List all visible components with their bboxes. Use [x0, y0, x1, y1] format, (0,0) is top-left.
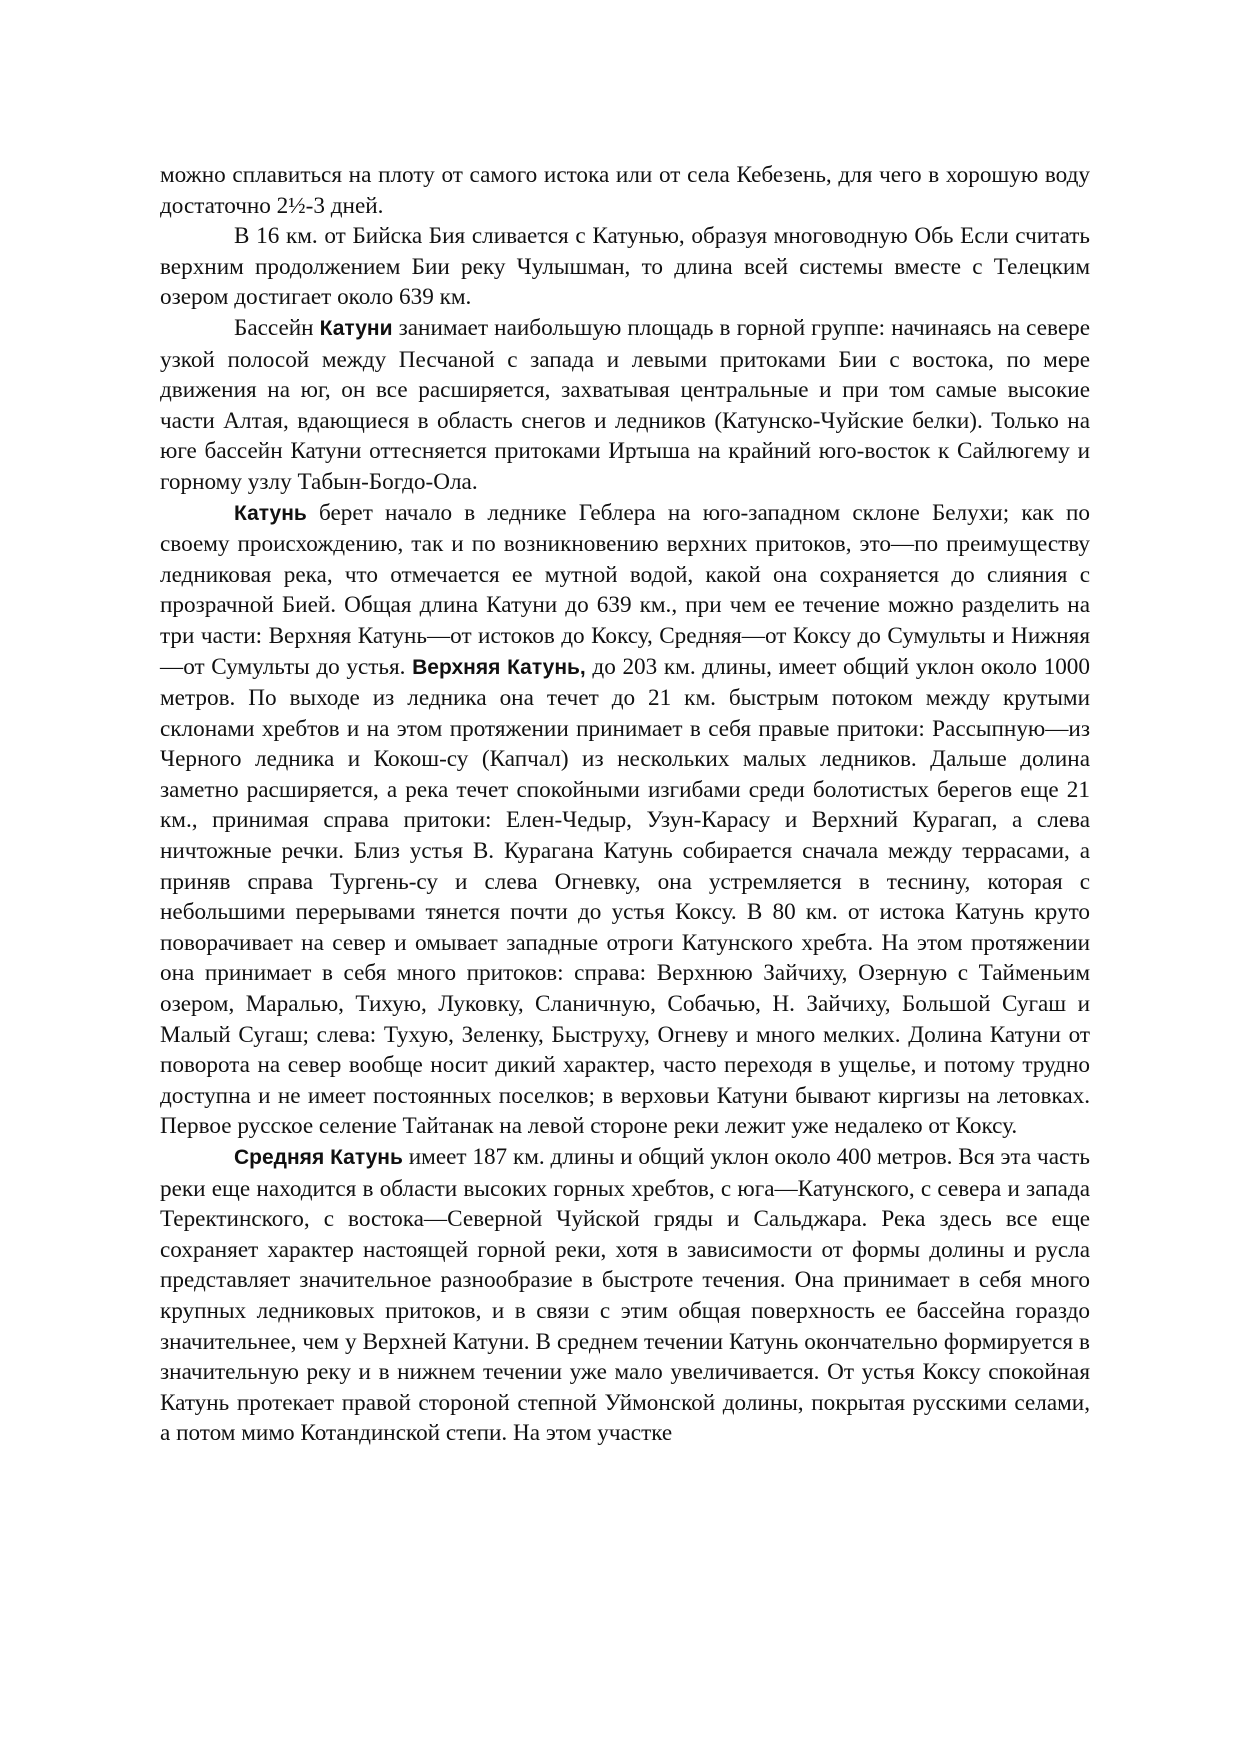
text-run: имеет 187 км. длины и общий уклон около 400 метров. Вся эта часть реки еще находится в области высоких горных хребтов, с юга—Катунского, с севера и запада Теректинского, с востока—Северной Чуйской гряды и Сальджара. Река здесь все еще сохраняет характер настоящей горной реки, хотя в зависимости от формы долины и русла представляет значительное разнообразие в быстроте течения. Она принимает в себя много крупных ледниковых притоков, и в связи с этим общая поверхность ее бассейна гораздо значительнее, чем у Верхней Катуни. В среднем течении Катунь окончательно формируется в значительную реку и в нижнем течении уже мало увеличивается. От устья Коксу спокойная Катунь протекает правой стороной степной Уймонской долины, покрытая русскими селами, а потом мимо Котандинской степи. На этом участке: [160, 1144, 1090, 1447]
paragraph-middle-katun: [160, 1142, 1090, 1449]
bold-term-katun: Катунь: [234, 501, 307, 525]
text-run: занимает наибольшую площадь в горной группе: начинаясь на севере узкой полосой между Песчаной с запада и левыми притоками Бии с востока, по мере движения на юг, он все расширяется, захватывая центральные и при том самые высокие части Алтая, вдающиеся в область снегов и ледников (Катунско-Чуйские белки). Только на юге бассейн Катуни оттесняется притоками Иртыша на крайний юго-восток к Сайлюгему и горному узлу Табын-Богдо-Ола.: [160, 314, 1090, 495]
text-run: В 16 км. от Бийска Бия сливается с Катунью, образуя многоводную Обь Если считать верхним продолжением Бии реку Чулышман, то длина всей системы вместе с Телецким озером достигает около 639 км.: [160, 223, 1090, 311]
bold-term-upper-katun: Верхняя Катунь,: [412, 655, 586, 679]
text-run: Бассейн: [234, 314, 320, 341]
bold-term-middle-katun: Средняя Катунь: [234, 1146, 403, 1169]
document-page: [160, 160, 1090, 1449]
bold-term-katuni: Катуни: [319, 316, 393, 340]
text-run: берет начало в леднике Геблера на юго-западном склоне Белухи; как по своему происхождению, так и по возникновению верхних притоков, это—по преимуществу ледниковая река, что отмечается ее мутной водой, какой она сохраняется до слияния с прозрачной Бией. Общая длина Катуни до 639 км., при чем ее течение можно разделить на три части: Верхняя Катунь—от истоков до Коксу, Средняя—от Коксу до Сумульты и Нижняя—от Сумульты до устья.: [160, 499, 1090, 680]
paragraph-katun-basin: [160, 313, 1090, 498]
text-run: до 203 км. длины, имеет общий уклон около 1000 метров. По выходе из ледника она течет до 21 км. быстрым потоком между крутыми склонами хребтов и на этом протяжении принимает в себя правые притоки: Рассыпную—из Черного ледника и Кокош-су (Капчал) из нескольких малых ледников. Дальше долина заметно расширяется, а река течет спокойными изгибами среди болотистых берегов еще 21 км., принимая справа притоки: Елен-Чедыр, Узун-Карасу и Верхний Курагап, а слева ничтожные речки. Близ устья В. Курагана Катунь собирается сначала между террасами, а приняв справа Тургень-су и слева Огневку, она устремляется в теснину, которая с небольшими перерывами тянется почти до устья Коксу. В 80 км. от истока Катунь круто поворачивает на север и омывает западные отроги Катунского хребта. На этом протяжении она принимает в себя много притоков: справа: Верхнюю Зайчиху, Озерную с Тайменьим озером, Маралью, Тихую, Луковку, Сланичную, Собачью, Н. Зайчиху, Большой Сугаш и Малый Сугаш; слева: Тухую, Зеленку, Быструху, Огневу и много мелких. Долина Катуни от поворота на север вообще носит дикий характер, часто переходя в ущелье, и потому трудно доступна и не имеет постоянных поселков; в верховьи Катуни бывают киргизы на летовках. Первое русское селение Тайтанак на левой стороне реки лежит уже недалеко от Коксу.: [160, 653, 1090, 1140]
paragraph-ob-confluence: [160, 221, 1090, 313]
paragraph-source-rafting: [160, 160, 1090, 221]
paragraph-upper-katun: [160, 498, 1090, 1142]
text-run: можно сплавиться на плоту от самого истока или от села Кебезень, для чего в хорошую воду достаточно 2½-3 дней.: [160, 162, 1090, 219]
